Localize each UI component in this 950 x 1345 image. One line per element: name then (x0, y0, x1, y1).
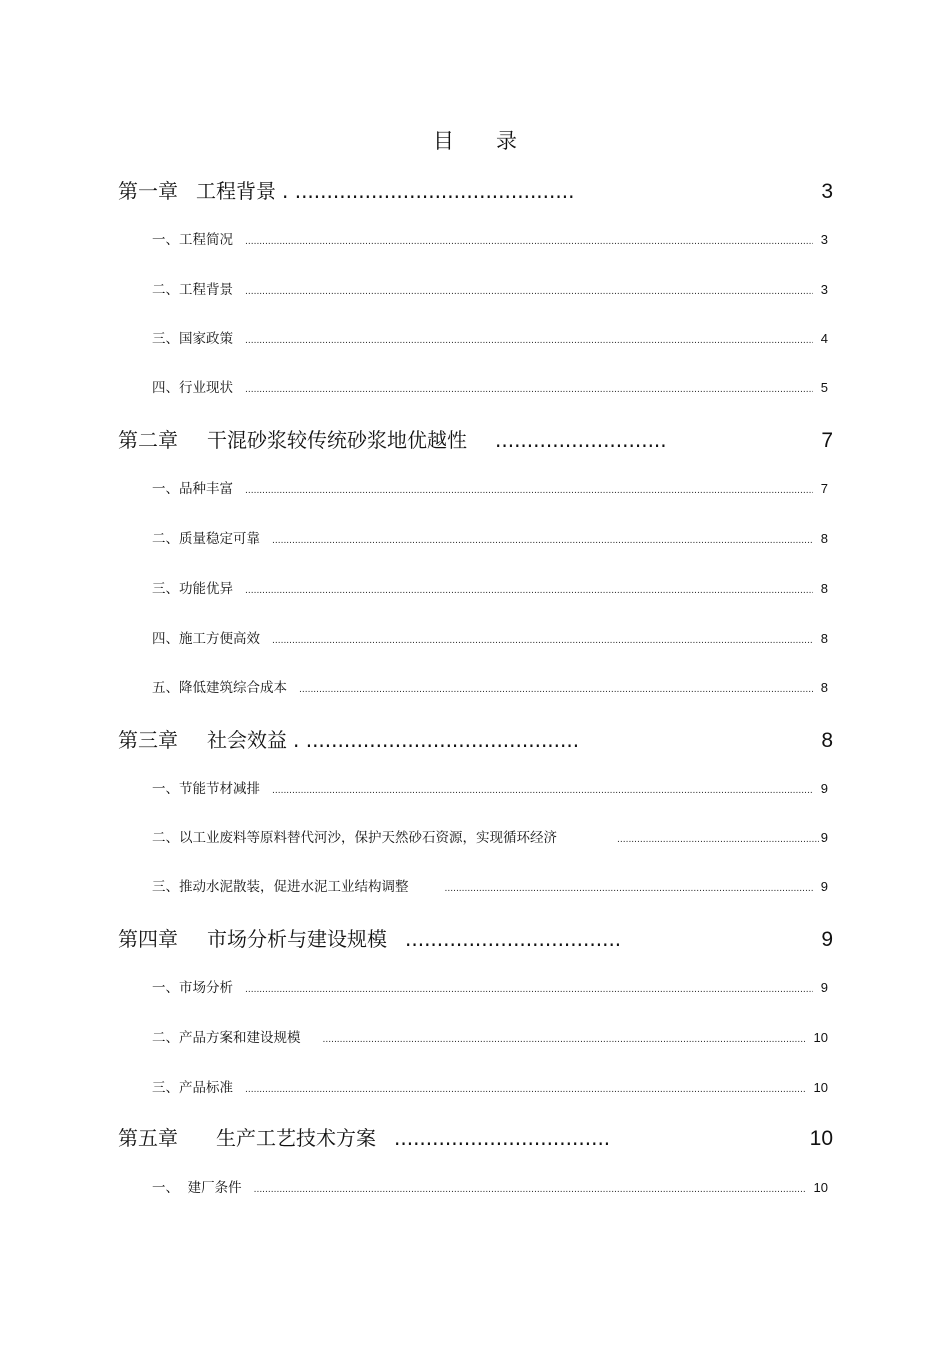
chapter-leader: .................................. (405, 927, 622, 951)
section-leader (272, 779, 813, 803)
section-leader (323, 1028, 806, 1052)
section-leader (245, 479, 813, 503)
chapter-leader: .................................. (394, 1126, 611, 1150)
chapter-title: 生产工艺技术方案 (216, 1126, 376, 1150)
chapter-label: 第四章 (118, 927, 178, 951)
toc-title: 目 录 (433, 129, 517, 153)
section-title: 四、施工方便高效 (152, 631, 260, 647)
section-leader (245, 280, 813, 304)
section-page: 10 (813, 1080, 828, 1095)
chapter-title: 社会效益 (207, 728, 287, 752)
section-title: 二、以工业废料等原料替代河沙，保护天然砂石资源，实现循环经济 (152, 830, 557, 846)
toc-section[interactable] (152, 477, 828, 501)
section-title: 一、 建厂条件 (152, 1180, 242, 1196)
toc-section[interactable] (152, 1076, 828, 1100)
toc-section[interactable] (152, 577, 828, 601)
section-page: 8 (820, 581, 828, 596)
toc-section[interactable] (152, 875, 828, 899)
section-page: 9 (820, 980, 828, 995)
toc-section[interactable] (152, 826, 828, 850)
chapter-leader: . ............................................ (282, 179, 575, 203)
section-leader (245, 329, 813, 353)
section-title: 一、品种丰富 (152, 481, 233, 497)
section-leader (245, 1078, 806, 1102)
toc-chapter-5[interactable] (118, 1123, 833, 1153)
toc-section[interactable] (152, 676, 828, 700)
toc-section[interactable] (152, 627, 828, 651)
section-page: 3 (820, 282, 828, 297)
toc-section[interactable] (152, 1176, 828, 1200)
section-page: 4 (820, 331, 828, 346)
toc-section[interactable] (152, 527, 828, 551)
section-leader (272, 529, 813, 553)
section-page: 3 (820, 232, 828, 247)
chapter-label: 第一章 (118, 179, 178, 203)
section-page: 9 (820, 830, 828, 845)
toc-chapter-4[interactable] (118, 924, 833, 954)
chapter-label: 第二章 (118, 428, 178, 452)
section-title: 三、功能优异 (152, 581, 233, 597)
toc-chapter-3[interactable] (118, 725, 833, 755)
chapter-page: 7 (821, 429, 833, 452)
section-leader (299, 678, 813, 702)
chapter-label: 第三章 (118, 728, 178, 752)
toc-chapter-2[interactable] (118, 425, 833, 455)
section-title: 四、行业现状 (152, 380, 233, 396)
chapter-leader: ........................... (495, 428, 667, 452)
section-title: 一、工程简况 (152, 232, 233, 248)
chapter-page: 10 (809, 1127, 833, 1150)
section-title: 三、产品标准 (152, 1080, 233, 1096)
section-leader (272, 629, 813, 653)
toc-section[interactable] (152, 327, 828, 351)
section-page: 5 (820, 380, 828, 395)
toc-section[interactable] (152, 278, 828, 302)
toc-section[interactable] (152, 777, 828, 801)
toc-section[interactable] (152, 976, 828, 1000)
section-title: 二、产品方案和建设规模 (152, 1030, 301, 1046)
section-page: 8 (820, 680, 828, 695)
section-page: 10 (813, 1180, 828, 1195)
section-page: 7 (820, 481, 828, 496)
toc-section[interactable] (152, 1026, 828, 1050)
chapter-title: 干混砂浆较传统砂浆地优越性 (207, 428, 467, 452)
section-page: 10 (813, 1030, 828, 1045)
toc-section[interactable] (152, 228, 828, 252)
chapter-title: 工程背景 (196, 179, 276, 203)
section-leader (245, 230, 813, 254)
section-leader (245, 978, 813, 1002)
chapter-page: 3 (821, 180, 833, 203)
section-title: 一、节能节材减排 (152, 781, 260, 797)
chapter-label: 第五章 (118, 1126, 178, 1150)
section-title: 二、工程背景 (152, 282, 233, 298)
chapter-leader: . ........................................... (293, 728, 580, 752)
section-title: 二、质量稳定可靠 (152, 531, 260, 547)
section-leader (617, 828, 819, 852)
section-leader (254, 1178, 806, 1202)
section-page: 9 (820, 781, 828, 796)
chapter-page: 9 (821, 928, 833, 951)
section-page: 9 (820, 879, 828, 894)
section-title: 一、市场分析 (152, 980, 233, 996)
section-title: 三、国家政策 (152, 331, 233, 347)
section-page: 8 (820, 631, 828, 646)
toc-section[interactable] (152, 376, 828, 400)
section-page: 8 (820, 531, 828, 546)
section-leader (245, 378, 813, 402)
section-leader (245, 579, 813, 603)
section-leader (445, 877, 813, 901)
chapter-title: 市场分析与建设规模 (207, 927, 387, 951)
chapter-page: 8 (821, 729, 833, 752)
section-title: 五、降低建筑综合成本 (152, 680, 287, 696)
section-title: 三、推动水泥散装，促进水泥工业结构调整 (152, 879, 409, 895)
toc-chapter-1[interactable] (118, 176, 833, 206)
